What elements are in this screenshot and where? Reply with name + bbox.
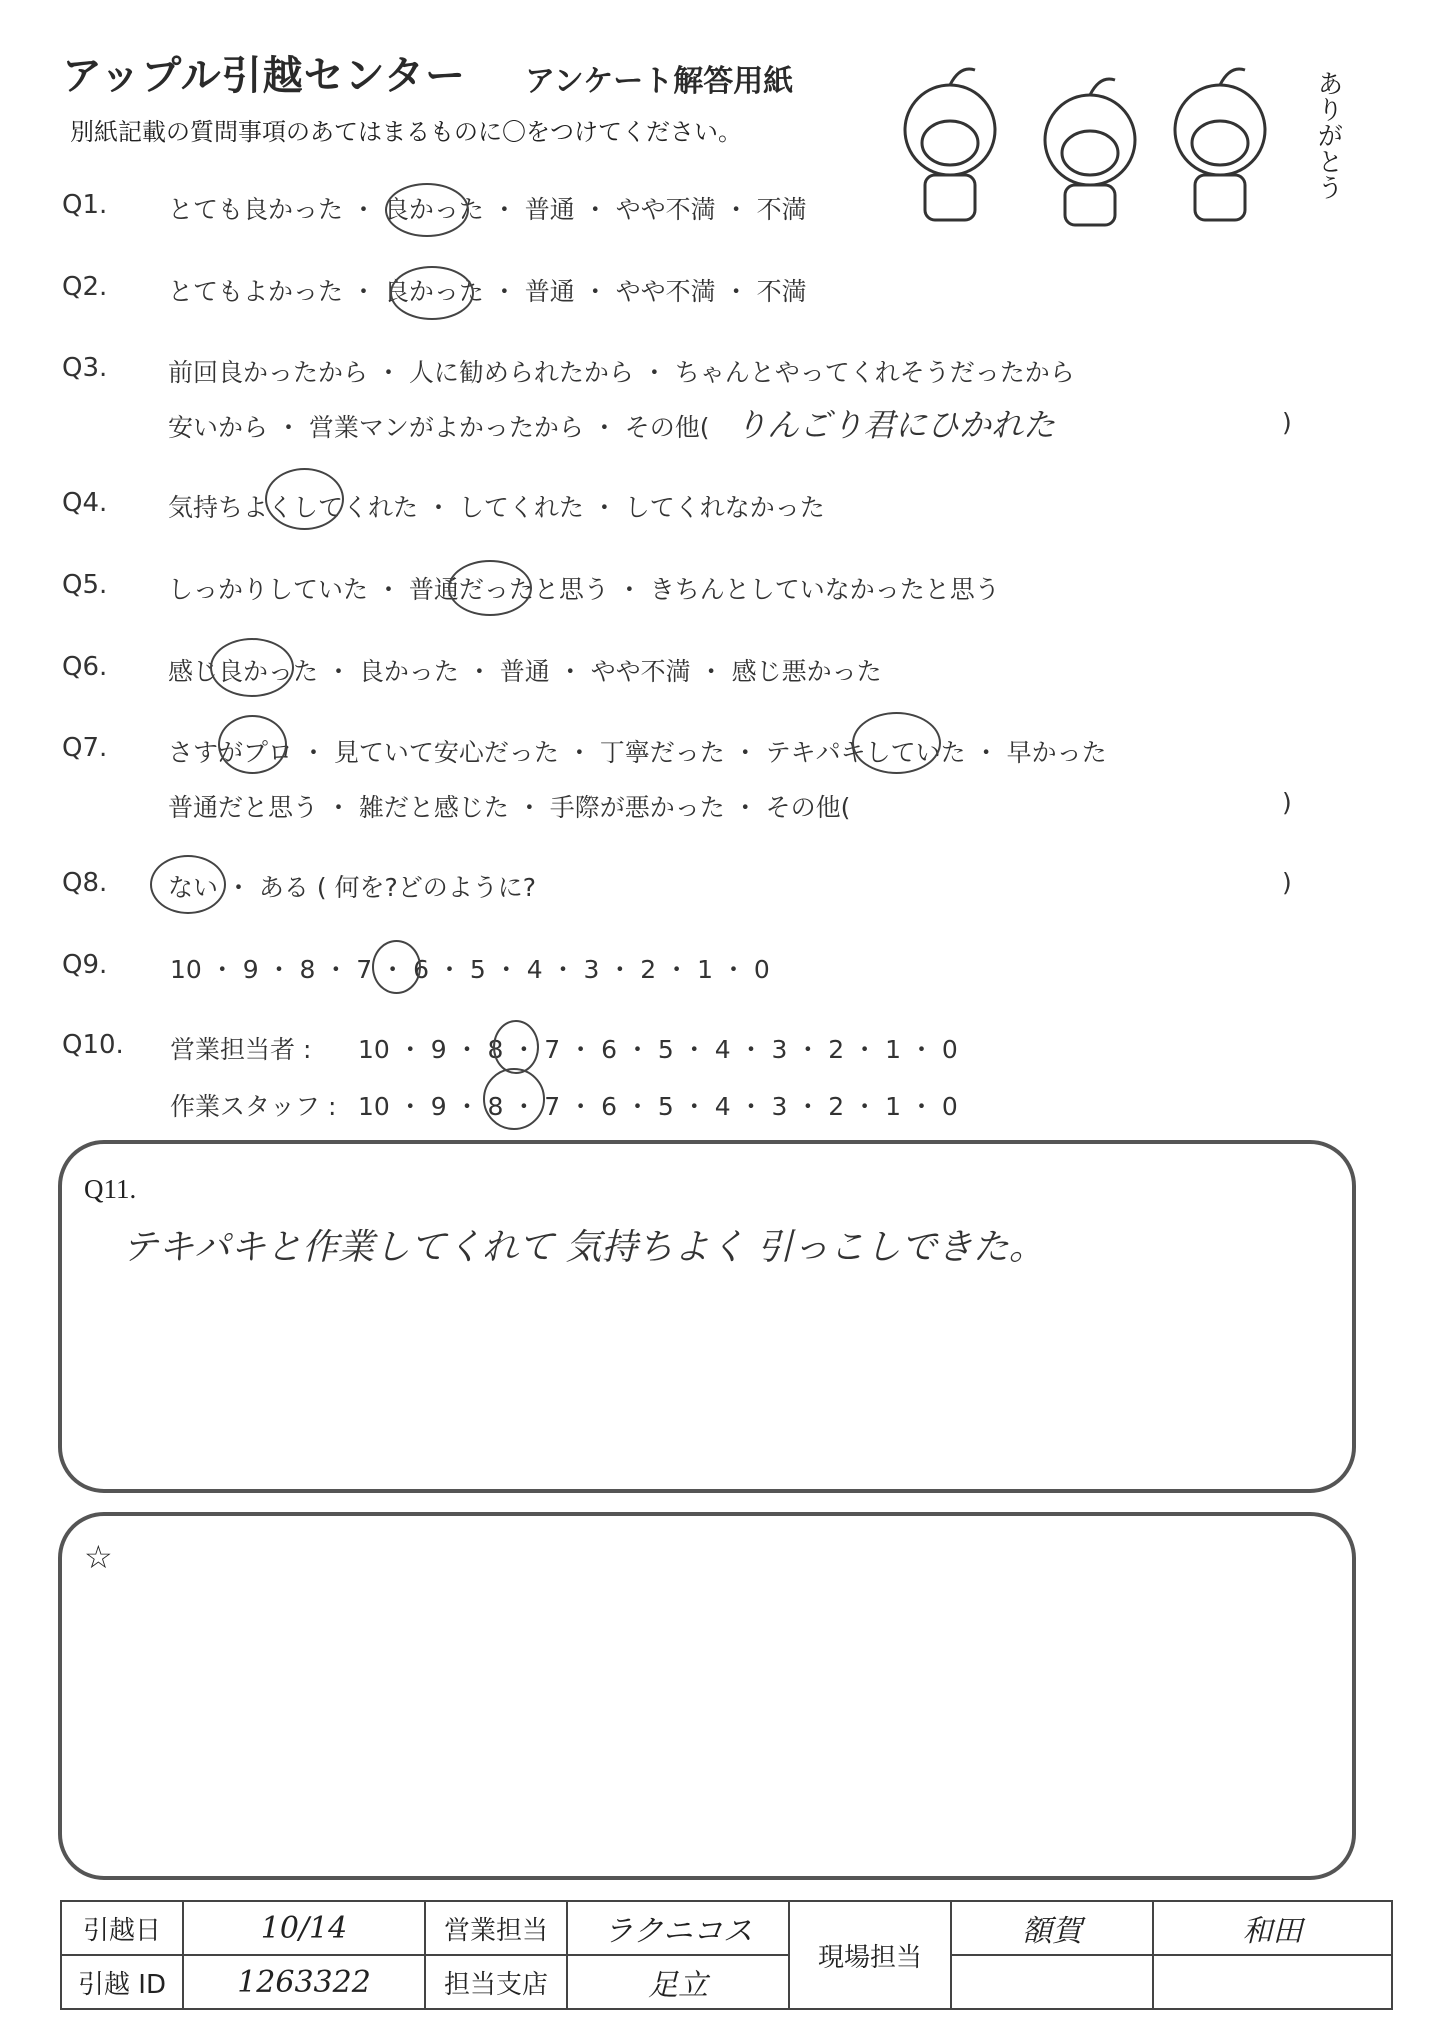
q11-label: Q11. — [84, 1174, 137, 1204]
q4-label: Q4. — [62, 488, 108, 518]
q4-options: 気持ちよくしてくれた ・ してくれた ・ してくれなかった — [168, 493, 825, 522]
q4-selection-circle — [265, 468, 344, 530]
site-staff-empty-1 — [951, 1955, 1153, 2009]
q8-close-paren: ) — [1282, 868, 1292, 897]
q7-selection-circle-pro — [218, 715, 287, 774]
move-id-label: 引越 ID — [61, 1955, 183, 2009]
site-staff-empty-2 — [1153, 1955, 1392, 2009]
monkey-3-icon — [1175, 69, 1265, 220]
footer-info-table — [60, 1900, 1393, 2010]
form-subtitle: アンケート解答用紙 — [525, 64, 794, 99]
sales-label: 営業担当 — [425, 1901, 567, 1955]
thanks-text: ありがとう — [1313, 70, 1343, 200]
q10-staff-scale: 10 ・ 9 ・ 8 ・ 7 ・ 6 ・ 5 ・ 4 ・ 3 ・ 2 ・ 1 ・ 0 — [358, 1092, 958, 1121]
q8-options: ない ・ ある ( 何を?どのように? — [168, 873, 537, 902]
q9-scale: 10 ・ 9 ・ 8 ・ 7 ・ 6 ・ 5 ・ 4 ・ 3 ・ 2 ・ 1 ・ 0 — [170, 955, 770, 984]
q10-staff-label: 作業スタッフ : — [170, 1092, 337, 1121]
move-date-label: 引越日 — [61, 1901, 183, 1955]
q2-selection-circle — [390, 266, 474, 320]
q10-staff-selection-circle — [483, 1068, 545, 1130]
q11-comment-text: テキパキと作業してくれて 気持ちよく 引っこしできた。 — [122, 1227, 1045, 1268]
q1-selection-circle — [385, 183, 469, 237]
company-title: アップル引越センター — [62, 53, 466, 99]
q1-options: とても良かった ・ 良かった ・ 普通 ・ やや不満 ・ 不満 — [168, 195, 807, 224]
star-label: ☆ — [84, 1539, 113, 1575]
move-id-value: 1263322 — [183, 1955, 425, 2009]
q7-options-line1: さすがプロ ・ 見ていて安心だった ・ 丁寧だった ・ テキパキしていた ・ 早かった — [168, 738, 1107, 767]
q9-label: Q9. — [62, 950, 108, 980]
q9-selection-circle — [372, 940, 421, 994]
q6-options: 感じ良かった ・ 良かった ・ 普通 ・ やや不満 ・ 感じ悪かった — [168, 657, 882, 686]
q3-label: Q3. — [62, 353, 108, 383]
move-date-value: 10/14 — [183, 1901, 425, 1955]
q7-options-line2: 普通だと思う ・ 雑だと感じた ・ 手際が悪かった ・ その他( — [168, 793, 851, 822]
q5-label: Q5. — [62, 570, 108, 600]
q8-selection-circle — [150, 855, 226, 914]
q5-selection-circle — [448, 560, 532, 616]
site-staff-2: 和田 — [1153, 1901, 1392, 1955]
monkey-2-icon — [1045, 79, 1135, 225]
branch-value: 足立 — [567, 1955, 789, 2009]
q5-options: しっかりしていた ・ 普通だったと思う ・ きちんとしていなかったと思う — [168, 575, 1000, 604]
q3-options-line2: 安いから ・ 営業マンがよかったから ・ その他( — [168, 413, 710, 442]
branch-label: 担当支店 — [425, 1955, 567, 2009]
q6-selection-circle — [210, 638, 294, 697]
q3-close-paren: ) — [1282, 408, 1292, 437]
q6-label: Q6. — [62, 652, 108, 682]
instruction-text: 別紙記載の質問事項のあてはまるものに〇をつけてください。 — [70, 118, 742, 146]
q10-sales-label: 営業担当者 : — [170, 1035, 312, 1064]
q10-sales-selection-circle — [493, 1020, 539, 1074]
q2-options: とてもよかった ・ 良かった ・ 普通 ・ やや不満 ・ 不満 — [168, 277, 807, 306]
q3-options-line1: 前回良かったから ・ 人に勧められたから ・ ちゃんとやってくれそうだったから — [168, 358, 1075, 387]
q7-close-paren: ) — [1282, 788, 1292, 817]
q2-label: Q2. — [62, 272, 108, 302]
monkey-mascots-illustration — [880, 55, 1300, 235]
q3-other-answer: りんごり君にひかれた — [735, 406, 1056, 444]
q8-label: Q8. — [62, 868, 108, 898]
q7-label: Q7. — [62, 733, 108, 763]
q10-sales-scale: 10 ・ 9 ・ 8 ・ 7 ・ 6 ・ 5 ・ 4 ・ 3 ・ 2 ・ 1 ・ 0 — [358, 1035, 958, 1064]
monkey-1-icon — [905, 69, 995, 220]
site-staff-1: 額賀 — [951, 1901, 1153, 1955]
q10-label: Q10. — [62, 1030, 124, 1060]
q7-selection-circle-tekipaki — [852, 712, 941, 774]
q11-comment-box — [58, 1140, 1356, 1493]
star-comment-box — [58, 1512, 1356, 1880]
site-label: 現場担当 — [789, 1901, 951, 2009]
sales-value: ラクニコス — [567, 1901, 789, 1955]
q1-label: Q1. — [62, 190, 108, 220]
